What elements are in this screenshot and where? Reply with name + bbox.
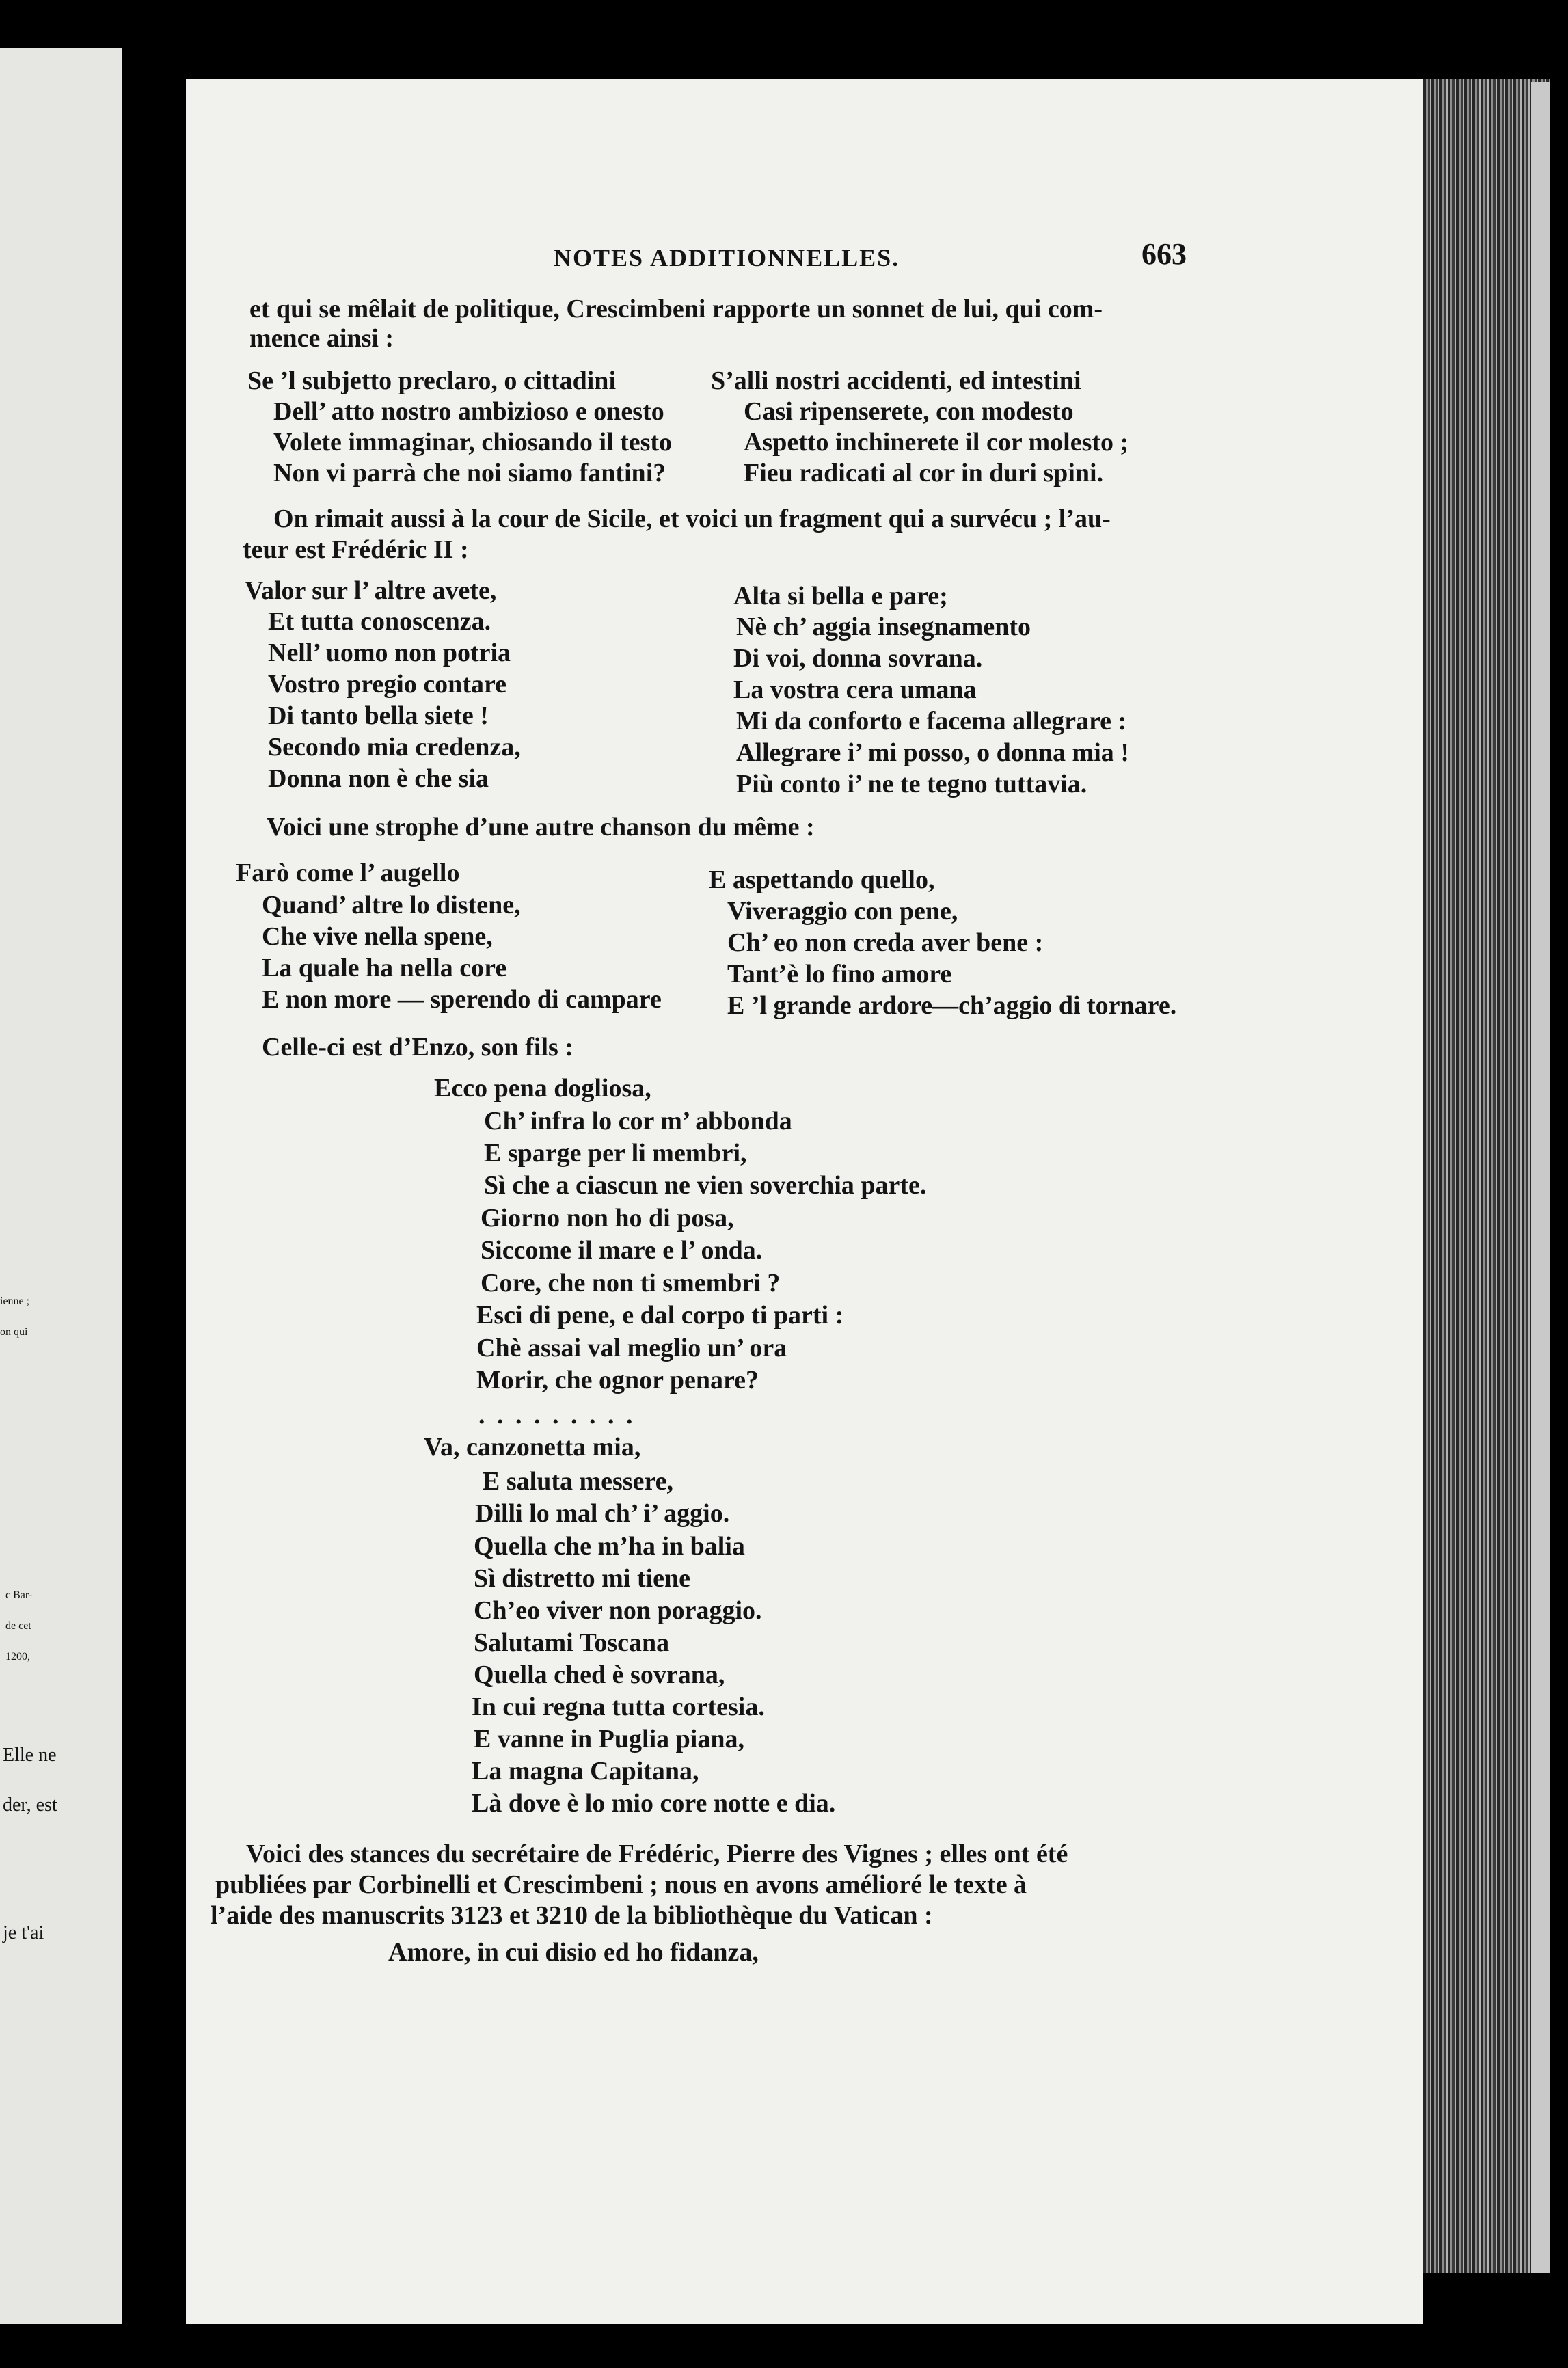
verse-line: Quella che m’ha in balia [474,1532,745,1561]
verse-line: Ch’ eo non creda aver bene : [727,928,1044,957]
verse-line: Alta si bella e pare; [733,582,948,610]
running-title: NOTES ADDITIONNELLES. [554,244,900,271]
verse-line: La quale ha nella core [262,954,507,982]
verse-line: Quella ched è sovrana, [474,1660,725,1689]
verse-line: Fieu radicati al cor in duri spini. [744,459,1104,487]
verse-line: Salutami Toscana [474,1628,670,1657]
verse-line: E vanne in Puglia piana, [474,1725,744,1753]
body-text-line: mence ainsi : [249,324,394,353]
verse-line: Allegrare i’ mi posso, o donna mia ! [736,738,1129,767]
verse-line: Morir, che ognor penare? [476,1366,759,1395]
verse-line: E non more — sperendo di campare [262,985,662,1014]
left-page-fragment: Elle ne [3,1745,57,1766]
verse-line: Viveraggio con pene, [727,897,958,926]
verse-line: Ch’eo viver non poraggio. [474,1596,762,1625]
verse-line: Giorno non ho di posa, [481,1204,734,1233]
body-text-line: Voici une strophe d’une autre chanson du même : [267,813,815,842]
verse-line: Mi da conforto e facema allegrare : [736,707,1127,736]
body-text-line: et qui se mêlait de politique, Crescimbeni rapporte un sonnet de lui, qui com- [249,295,1103,323]
verse-line: Farò come l’ augello [236,859,460,887]
book-gutter [122,0,185,2368]
verse-line: Sì distretto mi tiene [474,1564,690,1593]
verse-line: Se ’l subjetto preclaro, o cittadini [247,366,616,395]
left-page-fragment: ienne ; [0,1295,30,1307]
verse-line: Ecco pena dogliosa, [434,1074,651,1103]
verse-line: Dell’ atto nostro ambizioso e onesto [273,397,664,426]
verse-line: Sì che a ciascun ne vien soverchia parte. [484,1171,927,1200]
verse-line: Siccome il mare e l’ onda. [481,1236,763,1265]
verse-line: Chè assai val meglio un’ ora [476,1334,787,1362]
body-text-line: publiées par Corbinelli et Crescimbeni ; nous en avons amélioré le texte à [215,1870,1027,1899]
verse-ellipsis: . . . . . . . . . [478,1401,636,1429]
verse-line: Più conto i’ ne te tegno tuttavia. [736,770,1087,798]
body-text-line: teur est Frédéric II : [243,535,469,564]
verse-line: Casi ripenserete, con modesto [744,397,1074,426]
verse-line: Nell’ uomo non potria [268,638,511,667]
left-page-fragment: 1200, [5,1651,30,1663]
verse-line: Et tutta conoscenza. [268,607,491,636]
verse-line: E saluta messere, [483,1467,673,1496]
body-text-line: Celle-ci est d’Enzo, son fils : [262,1033,573,1062]
verse-line: E sparge per li membri, [484,1139,747,1168]
left-page-fragment: on qui [0,1326,28,1338]
verse-line: In cui regna tutta cortesia. [472,1693,765,1721]
verse-line: Core, che non ti smembri ? [481,1269,781,1297]
verse-line: Esci di pene, e dal corpo ti parti : [476,1301,844,1330]
verse-line: Ch’ infra lo cor m’ abbonda [484,1107,792,1135]
verse-line: Di tanto bella siete ! [268,701,489,730]
verse-line: Amore, in cui disio ed ho fidanza, [388,1938,759,1967]
verse-line: Valor sur l’ altre avete, [245,576,497,605]
verse-line: Che vive nella spene, [262,922,493,951]
verse-line: Non vi parrà che noi siamo fantini? [273,459,666,487]
left-page-fragment: der, est [3,1794,57,1816]
verse-line: Quand’ altre lo distene, [262,891,521,919]
verse-line: E ’l grande ardore—ch’aggio di tornare. [727,991,1177,1020]
verse-line: Donna non è che sia [268,764,489,793]
verse-line: Nè ch’ aggia insegnamento [736,613,1031,641]
verse-line: Dilli lo mal ch’ i’ aggio. [475,1499,730,1528]
page-number: 663 [1141,237,1187,271]
verse-line: Volete immaginar, chiosando il testo [273,428,673,457]
left-page-fragment: c Bar- [5,1589,33,1601]
verse-line: La vostra cera umana [733,675,977,704]
verse-line: Secondo mia credenza, [268,733,521,762]
verse-line: La magna Capitana, [472,1757,699,1786]
left-page-fragment: je t'ai [3,1922,44,1943]
left-page-margin [0,48,122,2324]
body-text-line: On rimait aussi à la cour de Sicile, et voici un fragment qui a survécu ; l’au- [273,504,1111,533]
body-text-line: l’aide des manuscrits 3123 et 3210 de la bibliothèque du Vatican : [211,1901,933,1930]
verse-line: S’alli nostri accidenti, ed intestini [711,366,1081,395]
verse-line: E aspettando quello, [709,865,935,894]
page-fore-edge-rim [1531,82,1550,2273]
verse-line: Tant’è lo fino amore [727,960,952,988]
verse-line: Di voi, donna sovrana. [733,644,983,673]
verse-line: Vostro pregio contare [268,670,507,699]
verse-line: Va, canzonetta mia, [424,1433,641,1462]
left-page-fragment: de cet [5,1620,31,1632]
verse-line: Là dove è lo mio core notte e dia. [472,1789,836,1818]
verse-line: Aspetto inchinerete il cor molesto ; [744,428,1129,457]
body-text-line: Voici des stances du secrétaire de Frédéric, Pierre des Vignes ; elles ont été [246,1840,1068,1868]
